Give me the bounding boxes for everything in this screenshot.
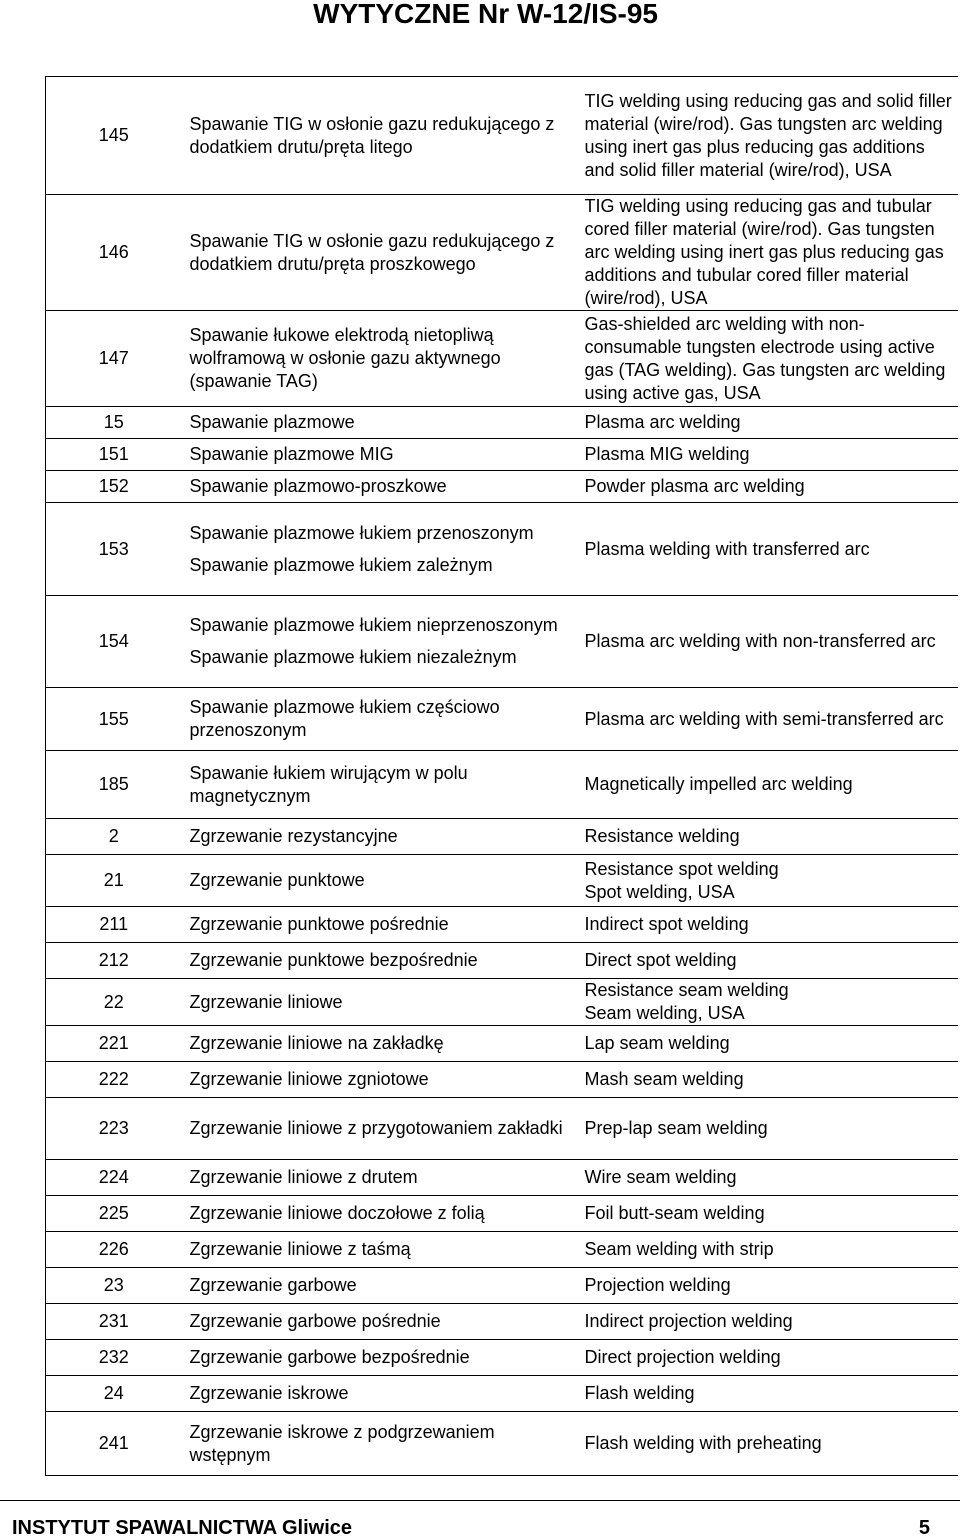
process-name-en: Direct spot welding [577,943,958,979]
page-number: 5 [918,1517,930,1539]
process-name-en: Resistance welding [577,819,958,855]
process-name-pl: Spawanie plazmowe łukiem częściowo przenoszonym [182,688,577,751]
process-name-en: Resistance spot welding [584,858,779,879]
process-code: 151 [46,439,182,471]
process-name-en: Resistance seam welding [584,980,789,1000]
process-name-en: Lap seam welding [577,1026,958,1062]
process-name-en: Magnetically impelled arc welding [577,751,958,819]
process-name-en: Wire seam welding [577,1160,958,1196]
process-name-pl: Spawanie łukiem wirującym w polu magnetycznym [182,751,577,819]
document-footer [0,1500,960,1538]
process-name-en: Indirect spot welding [577,907,958,943]
process-name-en-cell [577,855,958,907]
process-code: 145 [46,77,182,195]
process-name-pl: Zgrzewanie liniowe z drutem [182,1160,577,1196]
process-name-pl: Zgrzewanie liniowe z przygotowaniem zakładki [182,1098,577,1160]
process-name-pl: Zgrzewanie liniowe zgniotowe [182,1062,577,1098]
table-row [46,439,958,471]
process-name-pl: Zgrzewanie liniowe doczołowe z folią [182,1196,577,1232]
process-name-pl: Zgrzewanie liniowe [182,979,577,1026]
table-row [46,1026,958,1062]
table-row [46,855,958,907]
process-code: 146 [46,195,182,311]
process-code: 226 [46,1232,182,1268]
process-name-pl: Spawanie plazmowo-proszkowe [182,471,577,503]
table-row [46,195,958,311]
process-name-pl-alt: Spawanie plazmowe łukiem zależnym [189,554,493,575]
table-row [46,407,958,439]
process-name-pl: Spawanie łukowe elektrodą nietopliwą wolframową w osłonie gazu aktywnego (spawanie TAG) [182,311,577,407]
process-name-en: Powder plasma arc welding [577,471,958,503]
table-row [46,596,958,688]
process-name-en: Foil butt-seam welding [577,1196,958,1232]
document-header [0,0,960,40]
process-name-en: Projection welding [577,1268,958,1304]
process-name-en: Direct projection welding [577,1340,958,1376]
process-name-pl: Spawanie plazmowe [182,407,577,439]
process-name-en-cell [577,979,958,1026]
process-name-pl: Zgrzewanie garbowe pośrednie [182,1304,577,1340]
process-name-pl: Spawanie plazmowe łukiem nieprzenoszonym [189,615,558,635]
process-name-en: Plasma arc welding [577,407,958,439]
table-row [46,1196,958,1232]
process-name-pl: Zgrzewanie garbowe bezpośrednie [182,1340,577,1376]
process-name-pl: Zgrzewanie iskrowe [182,1376,577,1412]
process-name-en: TIG welding using reducing gas and solid filler material (wire/rod). Gas tungsten arc welding using inert gas plus reducing gas additions and solid filler material (wire/rod), USA [577,77,958,195]
table-row [46,471,958,503]
process-name-pl: Spawanie plazmowe łukiem przenoszonym [189,522,534,543]
process-code: 24 [46,1376,182,1412]
table-row [46,1340,958,1376]
process-name-pl: Zgrzewanie liniowe na zakładkę [182,1026,577,1062]
process-name-en: Indirect projection welding [577,1304,958,1340]
table-row [46,1232,958,1268]
process-code: 224 [46,1160,182,1196]
process-name-en: TIG welding using reducing gas and tubular cored filler material (wire/rod). Gas tungsten arc welding using inert gas plus reducing gas additions and tubular cored filler material (wire/rod), USA [577,195,958,311]
table-row [46,688,958,751]
process-code: 221 [46,1026,182,1062]
process-name-en: Plasma arc welding with non-transferred arc [577,596,958,688]
table-row [46,1376,958,1412]
process-name-en: Plasma welding with transferred arc [577,503,958,596]
process-code: 154 [46,596,182,688]
process-code: 153 [46,503,182,596]
process-name-en: Gas-shielded arc welding with non-consumable tungsten electrode using active gas (TAG welding). Gas tungsten arc welding using active gas, USA [577,311,958,407]
process-code: 155 [46,688,182,751]
process-code: 2 [46,819,182,855]
process-code: 15 [46,407,182,439]
table-row [46,751,958,819]
process-code: 225 [46,1196,182,1232]
process-name-en: Mash seam welding [577,1062,958,1098]
document-title: WYTYCZNE Nr W-12/IS-95 [313,0,658,29]
process-name-pl: Spawanie TIG w osłonie gazu redukującego z dodatkiem drutu/pręta proszkowego [182,195,577,311]
process-code: 222 [46,1062,182,1098]
process-name-pl: Zgrzewanie liniowe z taśmą [182,1232,577,1268]
process-name-pl: Zgrzewanie punktowe pośrednie [182,907,577,943]
process-name-en-usa: Seam welding, USA [584,1003,745,1023]
process-name-pl: Spawanie plazmowe MIG [182,439,577,471]
table-row [46,77,958,195]
table-row [46,943,958,979]
table-row [46,979,958,1026]
process-code: 223 [46,1098,182,1160]
process-code: 23 [46,1268,182,1304]
process-code: 21 [46,855,182,907]
process-name-pl: Zgrzewanie iskrowe z podgrzewaniem wstępnym [182,1412,577,1476]
process-name-en: Flash welding [577,1376,958,1412]
process-code: 211 [46,907,182,943]
process-name-pl: Zgrzewanie rezystancyjne [182,819,577,855]
process-name-pl: Zgrzewanie garbowe [182,1268,577,1304]
table-row [46,503,958,596]
process-code: 241 [46,1412,182,1476]
process-name-en: Plasma arc welding with semi-transferred arc [577,688,958,751]
table-row [46,819,958,855]
process-code: 231 [46,1304,182,1340]
process-name-pl: Zgrzewanie punktowe bezpośrednie [182,943,577,979]
table-row [46,907,958,943]
process-name-en: Seam welding with strip [577,1232,958,1268]
process-name-pl: Zgrzewanie punktowe [182,855,577,907]
process-name-en: Plasma MIG welding [577,439,958,471]
process-code: 212 [46,943,182,979]
process-code: 152 [46,471,182,503]
institute-name: INSTYTUT SPAWALNICTWA Gliwice [12,1517,353,1539]
table-row [46,1098,958,1160]
process-name-pl: Spawanie TIG w osłonie gazu redukującego z dodatkiem drutu/pręta litego [182,77,577,195]
process-name-en: Flash welding with preheating [577,1412,958,1476]
process-code: 185 [46,751,182,819]
process-code: 232 [46,1340,182,1376]
process-name-pl-cell [182,503,577,596]
table-row [46,1062,958,1098]
process-name-pl-cell [182,596,577,688]
process-name-pl-alt: Spawanie plazmowe łukiem niezależnym [189,647,517,667]
process-code: 22 [46,979,182,1026]
table-row [46,311,958,407]
process-code: 147 [46,311,182,407]
process-name-en-usa: Spot welding, USA [584,881,735,902]
table-row [46,1304,958,1340]
table-row [46,1268,958,1304]
table-row [46,1412,958,1476]
table-row [46,1160,958,1196]
process-name-en: Prep-lap seam welding [577,1098,958,1160]
welding-process-table [45,76,958,1476]
